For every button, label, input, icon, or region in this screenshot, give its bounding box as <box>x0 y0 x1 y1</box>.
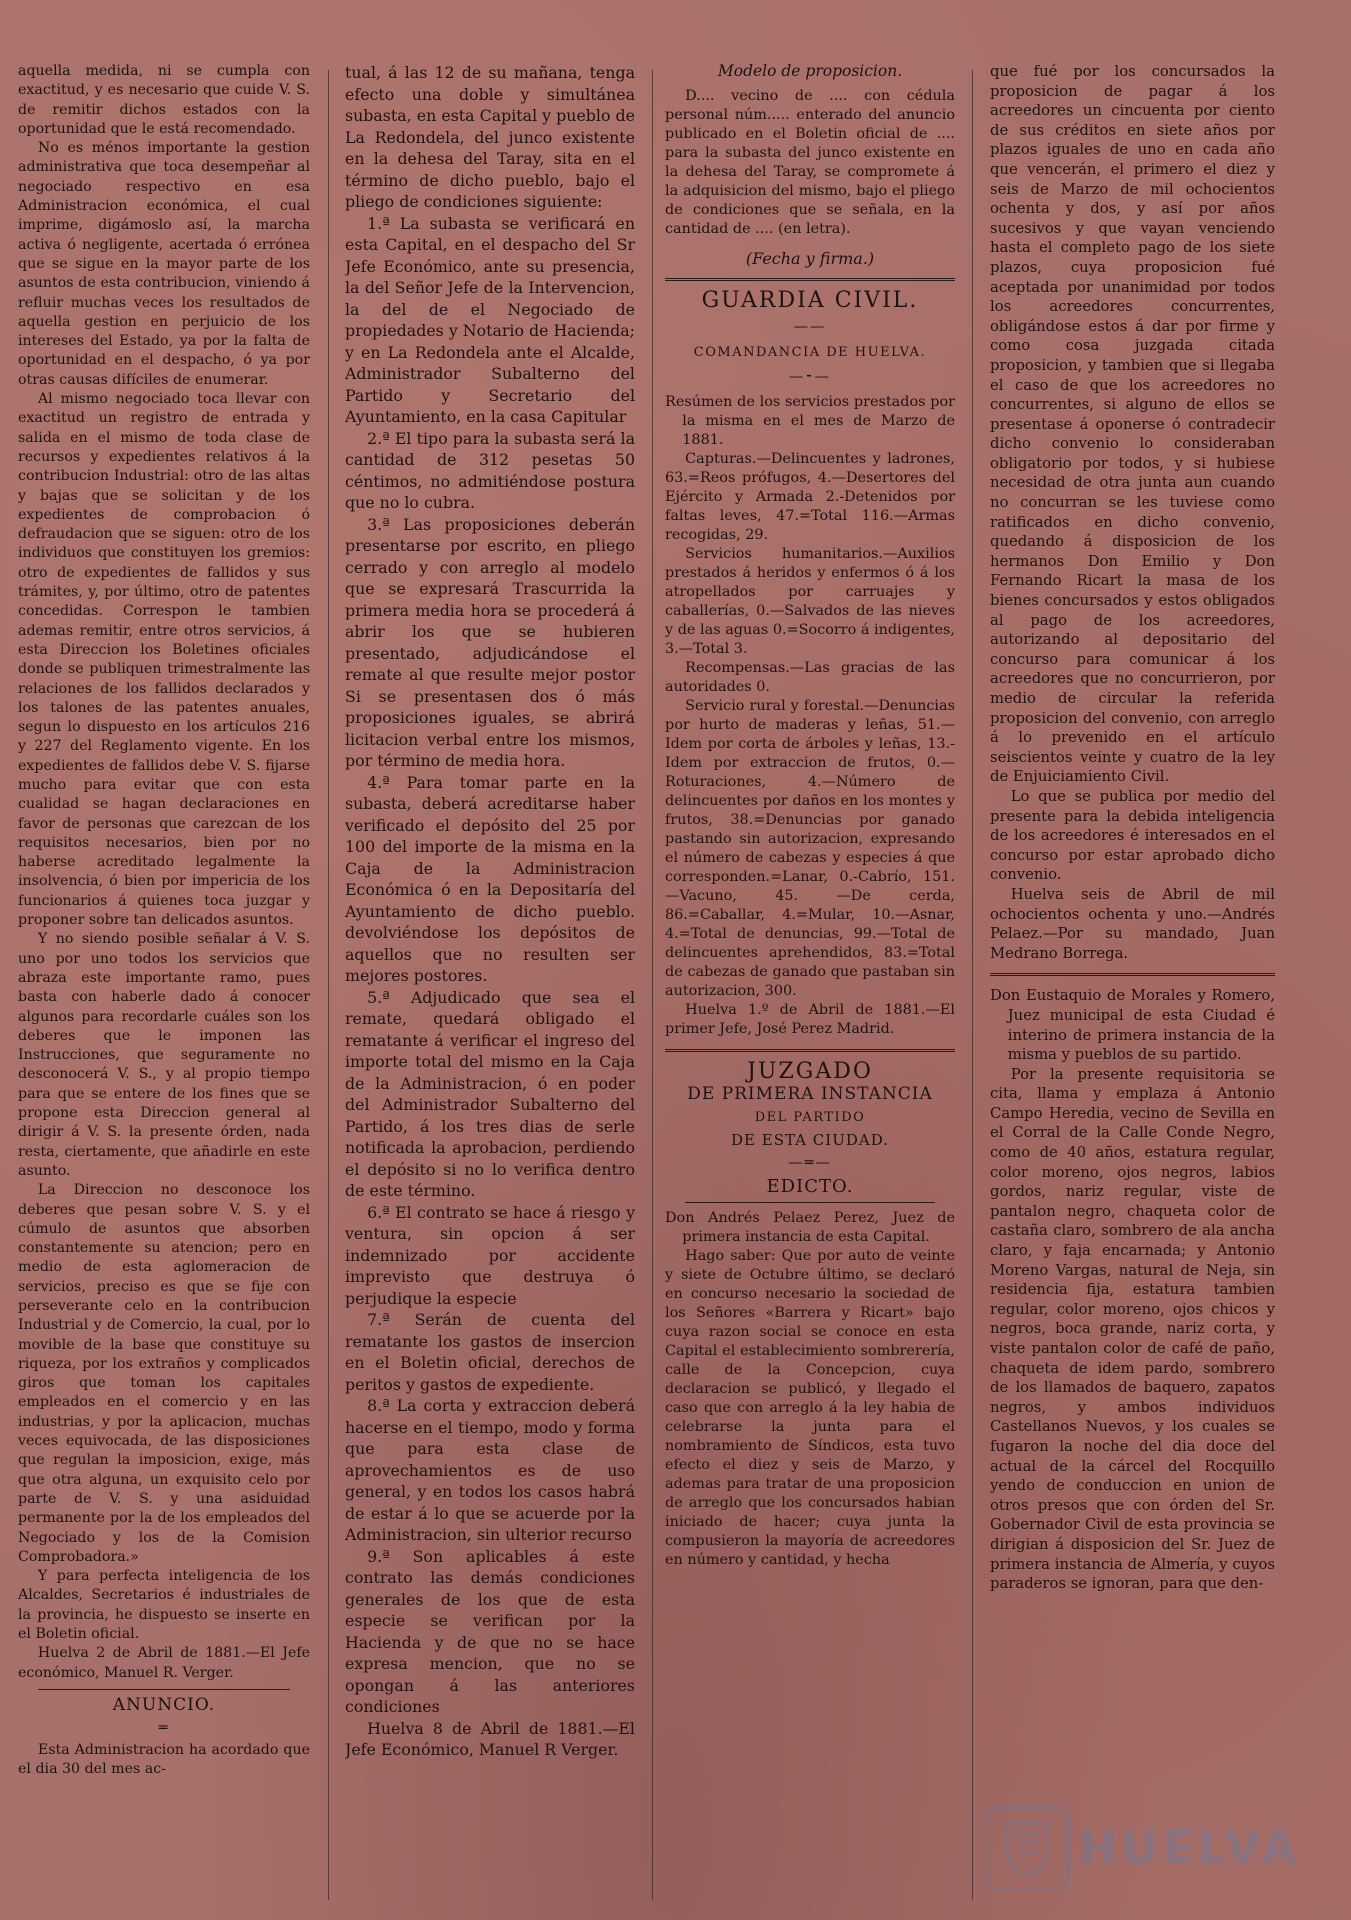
paragraph: Al mismo negociado toca llevar con exactitud un registro de entrada y salida en el mismo de toda clase de recursos y expedientes relativos á la contribucion Industrial: otro de las altas y bajas que se solicitan y de los expedientes de comprobacion ó defraudacion que se siguen: otro de los individuos que constituyen los gremios: otro de expedientes de fallidos y sus trámites, y, por último, otro de patentes concedidas. Correspon le tambien ademas remitir, entre otros servicios, á esta Direccion los Boletines oficiales donde se publiquen trimestralmente las relaciones de los fallidos declarados y los talones de las patentes anuales, segun lo dispuesto en los artículos 216 y 227 del Reglamento vigente. En los expedientes de fallidos debe V. S. fijarse mucho para evitar que con esta cualidad se hagan declaraciones en favor de personas que carezcan de los requisitos necesarios, bien por no haberse acreditado legalmente la insolvencia, ó bien por impericia de los funcionarios á quienes toca juzgar y proponer sobre tan delicados asuntos. <box>18 391 310 929</box>
section-divider <box>665 278 955 281</box>
juzgado-heading: JUZGADO <box>747 1059 873 1084</box>
juzgado-subheading: DE PRIMERA INSTANCIA <box>687 1084 933 1104</box>
ornament-divider: —— <box>793 319 827 335</box>
ornament-divider: ═ <box>158 1720 170 1737</box>
guardia-civil-heading: GUARDIA CIVIL. <box>701 288 919 313</box>
condition: 5.ª Adjudicado que sea el remate, quedará obligado el rematante á verificar el ingreso del importe total del mismo en la Caja de la Administracion, ó en poder del Administrador Subalterno del Partido, á los tres dias de serle notificada la aprobacion, perdiendo el depósito si no lo verifica dentro de este término. <box>345 987 635 1200</box>
divider <box>38 1689 290 1690</box>
requisitoria-text: Por la presente requisitoria se cita, llama y emplaza á Antonio Campo Heredia, vecino de Sevilla en el Corral de la Calle Conde Negro, como de 40 años, estatura regular, color moreno, ojos negros, labios gordos, nariz regular, viste de pantalon negro, chaqueta color de castaña claro, sombrero de ala ancha claro, y faja encarnada; y Antonio Moreno Vargas, natural de Neja, sin residencia fija, estatura tambien regular, color moreno, ojos chicos y negros, boca grande, nariz corta, y viste pantalon color de café de paño, chaqueta de idem pardo, sombrero de los llamados de baquero, zapatos negros, y ambos individuos Castellanos Nuevos, y los cuales se fugaron la noche del dia doce del actual de la cárcel del Rocquillo yendo de conduccion en union de otros presos que con órden del Sr. Gobernador Civil de esta provincia se dirigian á disposicion del Sr. Juez de primera instancia de Almería, y cuyos paraderos se ignoran, para que den- <box>990 1065 1275 1593</box>
signature: Huelva seis de Abril de mil ochocientos ochenta y uno.—Andrés Pelaez.—Por su mandado, Juan Medrano Borrega. <box>990 885 1275 962</box>
paragraph: Y para perfecta inteligencia de los Alcaldes, Secretarios é industriales de la provincia, he dispuesto se inserte en el Boletin oficial. <box>18 1568 310 1643</box>
condition: 3.ª Las proposiciones deberán presentarse por escrito, en pliego cerrado y con arreglo al modelo que se expresará Trascurrida la primera media hora se procederá á abrir los que se hubieren presentado, adjudicándose el remate al que resulte mejor postor Si se presentasen dos ó más proposiciones iguales, se abrirá licitacion verbal entre los mismos, por término de media hora. <box>345 514 635 770</box>
anuncio-text: Esta Administracion ha acordado que el dia 30 del mes ac- <box>18 1741 310 1777</box>
paragraph: Recompensas.—Las gracias de las autoridades 0. <box>665 660 955 695</box>
juzgado-subheading: DE ESTA CIUDAD. <box>731 1131 889 1149</box>
condition: 6.ª El contrato se hace á riesgo y ventura, sin opcion á ser indemnizado por accidente imprevisto que destruya ó perjudique la especie <box>345 1202 635 1308</box>
edicto-text: Hago saber: Que por auto de veinte y siete de Octubre último, se declaró en concurso necesario la sociedad de los Señores «Barrera y Ricart» bajo cuya razon social se conoce en esta Capital el establecimiento sombrerería, calle de la Concepcion, cuya declaracion se publicó, y llegado el caso que con arreglo á la ley habia de celebrarse la junta para el nombramiento de Síndicos, esta tuvo efecto el diez y seis de Marzo, y ademas para tratar de una proposicion de arreglo que los concursados habian iniciado de hacer; cuya junta la compusieron la mayoría de acreedores en número y cantidad, y hecha <box>665 1248 955 1568</box>
paragraph: Lo que se publica por medio del presente para la debida inteligencia de los acreedores é interesados en el concurso por estar aprobado dicho convenio. <box>990 787 1275 884</box>
coat-of-arms-icon <box>985 1806 1069 1890</box>
requisitoria-intro: Don Eustaquio de Morales y Romero, Juez municipal de esta Ciudad é interino de primera instancia de la misma y pueblos de su partido. <box>990 987 1275 1064</box>
signature: Huelva 1.º de Abril de 1881.—El primer Jefe, José Perez Madrid. <box>665 1002 955 1037</box>
column-rule-1 <box>328 70 329 1900</box>
paragraph: Servicio rural y forestal.—Denuncias por hurto de maderas y leñas, 51.—Idem por corta de árboles y leñas, 13.-Idem por extraccion de frutos, 0.—Roturaciones, 4.—Número de delincuentes por daños en los montes y frutos, 38.=Denuncias por ganado pastando sin autorizacion, expresando el número de cabezas y especies á que corresponden.=Lanar, 0.-Cabrío, 151.—Vacuno, 45. —De cerda, 86.=Caballar, 4.=Mular, 10.—Asnar, 4.=Total de denuncias, 99.—Total de delincuentes aprehendidos, 83.=Total de cabezas de ganado que pastaban sin autorizacion, 300. <box>665 698 955 999</box>
paragraph: aquella medida, ni se cumpla con exactitud, y es necesario que cuide V. S. de remitir dichos estados con la oportunidad que le está recomendado. <box>18 63 310 137</box>
divider <box>685 1202 935 1203</box>
paragraph: Resúmen de los servicios prestados por la misma en el mes de Marzo de 1881. <box>665 394 955 448</box>
column-3 <box>665 62 955 1910</box>
juzgado-subheading: DEL PARTIDO <box>754 1110 866 1125</box>
condition: 9.ª Son aplicables á este contrato las demás condiciones generales de los que de esta especie se verifican por la Hacienda y de que no se hace expresa mencion, que no se opongan á las anteriores condiciones <box>345 1546 635 1716</box>
column-2 <box>345 62 635 1910</box>
comandancia-heading: COMANDANCIA DE HUELVA. <box>693 345 927 360</box>
condition: 8.ª La corta y extraccion deberá hacerse en el tiempo, modo y forma que para esta clase de aprovechamientos es de uso general, y en todos los casos habrá de estar á lo que se acuerde por la Administracion, sin ulterior recurso <box>345 1396 635 1544</box>
paragraph: No es ménos importante la gestion administrativa que toca desempeñar al negociado respectivo en esa Administracion económica, el cual imprime, digámoslo así, la marcha activa ó negligente, acertada ó errónea que se sigue en la mayor parte de los asuntos de esta contribucion, viniendo á refluir muchas veces los resultados de aquella gestion en perjuicio de los intereses del Estado, ya por la falta de oportunidad en el despacho, ó ya por otras causas difíciles de enumerar. <box>18 140 310 388</box>
edicto-intro: Don Andrés Pelaez Perez, Juez de primera instancia de esta Capital. <box>665 1210 955 1245</box>
signature: Huelva 2 de Abril de 1881.—El Jefe económico, Manuel R. Verger. <box>18 1645 310 1681</box>
modelo-heading: Modelo de proposicion. <box>717 62 903 80</box>
column-4 <box>990 62 1275 1910</box>
shield-icon <box>1003 1819 1051 1877</box>
signature: Huelva 8 de Abril de 1881.—El Jefe Económico, Manuel R Verger. <box>345 1718 635 1759</box>
paragraph: tual, á las 12 de su mañana, tenga efecto una doble y simultánea subasta, en esta Capital y pueblo de La Redondela, del junco existente en la dehesa del Taray, sita en el término de dicho pueblo, bajo el pliego de condiciones siguiente: <box>345 63 635 211</box>
edicto-heading: EDICTO. <box>766 1176 854 1197</box>
paragraph: que fué por los concursados la proposicion de pagar á los acreedores un cincuenta por ciento de sus créditos en siete años por plazos iguales de uno en cada año que vencerán, el primero el diez y seis de Marzo de mil ochocientos ochenta y dos, y así por años sucesivos y que vayan venciendo hasta el completo pago de los siete plazos, cuya proposicion fué aceptada por unanimidad por todos los acreedores concurrentes, obligándose estos á dar por firme y como cosa juzgada citada proposicion, y tambien que si llegaba el caso de que los acreedores no concurrentes, si alguno de ellos se presentase á oponerse ó contradecir dicho convenio lo consideraban obligatorio por todos, y si hubiese necesidad de otra junta aun cuando no concurran se les tuviese como ratificados en dicho convenio, quedando á disposicion de los hermanos Don Emilio y Don Fernando Ricart la masa de los bienes concursados y estos obligados al pago de los acreedores, autorizando al depositario del concurso para comunicar á los acreedores que no concurrieron, por medio de circular la referida proposicion del convenio, con arreglo á lo prevenido en el artículo seiscientos veinte y cuatro de la ley de Enjuiciamiento Civil. <box>990 63 1275 786</box>
paragraph: Y no siendo posible señalar á V. S. uno por uno todos los servicios que abraza este importante ramo, pues basta con haberle dado á conocer algunos para recordarle cuáles son los deberes que le imponen las Instrucciones, que seguramente no desconocerá V. S., y al propio tiempo para que se entere de los fines que se propone esta Direccion general al dirigir á V. S. la presente órden, nada resta, ciertamente, que añadirle en este asunto. <box>18 931 310 1179</box>
column-rule-2 <box>652 70 653 1900</box>
paragraph: Servicios humanitarios.—Auxilios prestados á heridos y enfermos ó á los atropellados por carruajes y caballerías, 0.—Salvados de las nieves y de las aguas 0.=Socorro á indigentes, 3.—Total 3. <box>665 546 955 657</box>
section-divider <box>665 1049 955 1052</box>
ornament-divider: —═— <box>788 1155 832 1171</box>
column-1 <box>18 62 310 1910</box>
modelo-text: D.... vecino de .... con cédula personal núm..... enterado del anuncio publicado en el Boletin oficial de .... para la subasta del junco existente en la dehesa del Taray, se compromete á la adquisicion del mismo, bajo el pliego de condiciones que se señala, en la cantidad de .... (en letra). <box>665 88 955 237</box>
condition: 4.ª Para tomar parte en la subasta, deberá acreditarse haber verificado el depósito del 25 por 100 del importe de la misma en la Caja de la Administracion Económica ó en la Depositaría del Ayuntamiento de dicho pueblo. devolviéndose los depósitos de aquellos que no resulten ser mejores postores. <box>345 772 635 985</box>
column-rule-3 <box>972 70 973 1900</box>
condition: 1.ª La subasta se verificará en esta Capital, en el despacho del Sr Jefe Económico, ante su presencia, la del Señor Jefe de la Intervencion, la del de el Negociado de propiedades y Notario de Hacienda; y en La Redondela ante el Alcalde, Administrador Subalterno del Partido y Secretario del Ayuntamiento, en la casa Capitular <box>345 213 635 426</box>
archive-watermark <box>985 1806 1301 1890</box>
fecha-firma: (Fecha y firma.) <box>745 249 875 268</box>
condition: 7.ª Serán de cuenta del rematante los gastos de insercion en el Boletin oficial, derechos de peritos y gastos de expediente. <box>345 1310 635 1394</box>
paragraph: Capturas.—Delincuentes y ladrones, 63.=Reos prófugos, 4.—Desertores del Ejército y Armada 2.-Detenidos por faltas leves, 47.=Total 116.—Armas recogidas, 29. <box>665 451 955 543</box>
anuncio-heading: ANUNCIO. <box>112 1694 216 1715</box>
condition: 2.ª El tipo para la subasta será la cantidad de 312 pesetas 50 céntimos, no admitiéndose postura que no lo cubra. <box>345 428 635 512</box>
ornament-divider: —⁃— <box>789 369 831 385</box>
watermark-text: HUELVA <box>1078 1821 1301 1875</box>
section-divider <box>990 973 1275 976</box>
paragraph: La Direccion no desconoce los deberes que pesan sobre V. S. y el cúmulo de asuntos que absorben constantemente su atencion; pero en medio de esta aglomeracion de servicios, preciso es que se fije con perseverante celo en la contribucion Industrial y de Comercio, la cual, por lo movible de la base que constituye su riqueza, por los extraños y complicados giros que toman los capitales empleados en el comercio y en las industrias, y por la aplicacion, muchas veces equivocada, de las disposiciones que regulan la imposicion, exige, más que otra alguna, un exquisito celo por parte de V. S. y una asiduidad permanente por la de los empleados del Negociado y los de la Comision Comprobadora.» <box>18 1182 310 1565</box>
